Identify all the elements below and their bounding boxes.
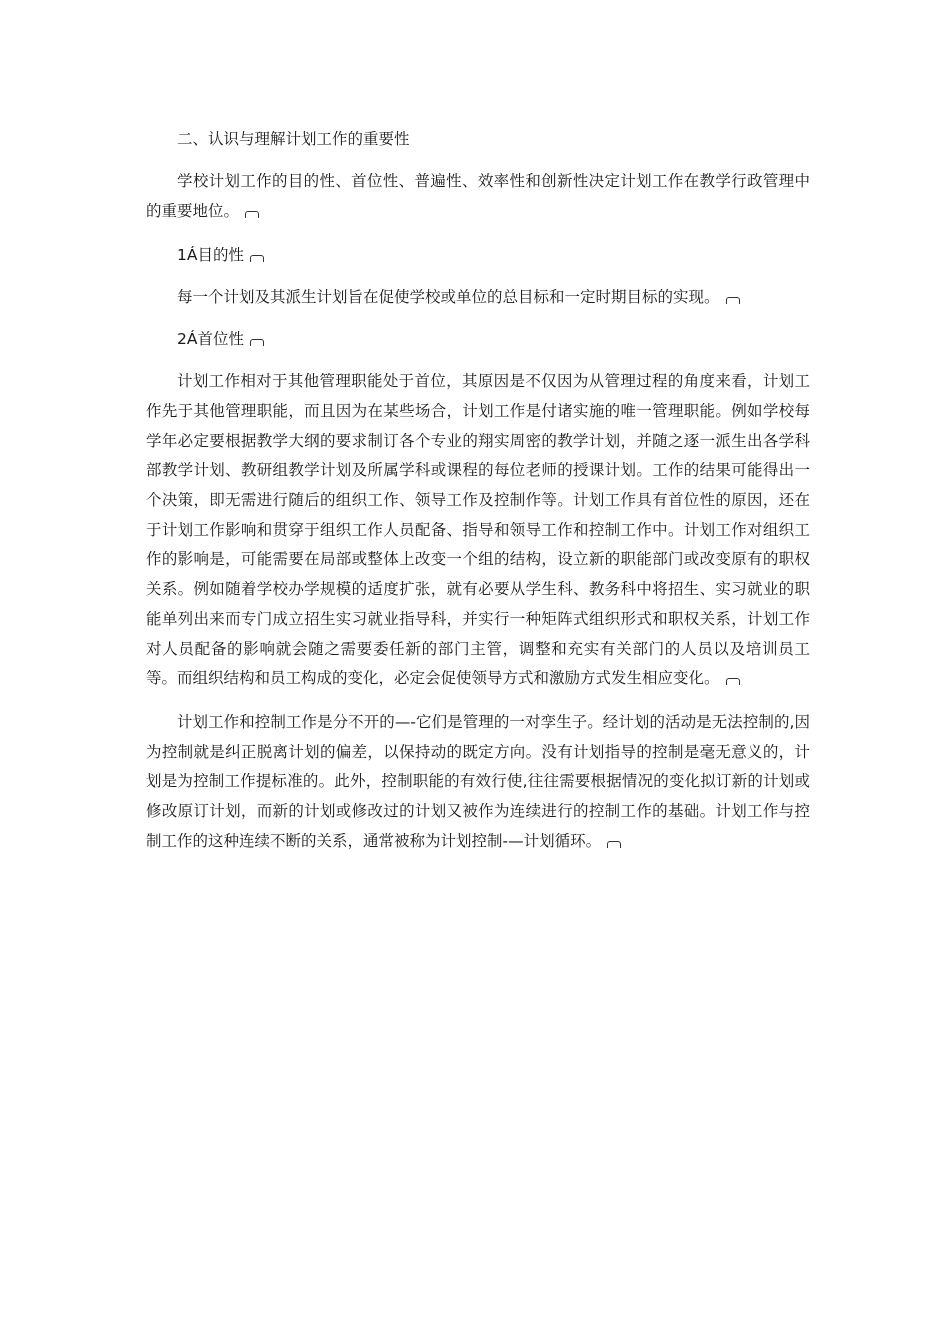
paragraph-mark-icon [726, 678, 740, 685]
item2-title [146, 325, 810, 355]
paragraph-mark-icon [607, 841, 621, 848]
paragraph-mark-icon [726, 297, 740, 304]
paragraph-mark-icon [250, 255, 264, 262]
section-heading [146, 125, 810, 155]
intro-paragraph [146, 167, 810, 226]
control-paragraph [146, 708, 810, 857]
item1-body-text: 每一个计划及其派生计划旨在促使学校或单位的总目标和一定时期目标的实现。 [177, 287, 720, 306]
intro-paragraph-text: 学校计划工作的目的性、首位性、普遍性、效率性和创新性决定计划工作在教学行政管理中的重要地位。 [146, 172, 810, 220]
item2-body-text: 计划工作相对于其他管理职能处于首位，其原因是不仅因为从管理过程的角度来看，计划工作先于其他管理职能，而且因为在某些场合，计划工作是付诸实施的唯一管理职能。例如学校每学年必定要根据教学大纲的要求制订各个专业的翔实周密的教学计划，并随之逐一派生出各学科部教学计划、教研组教学计划及所属学科或课程的每位老师的授课计划。工作的结果可能得出一个决策，即无需进行随后的组织工作、领导工作及控制作等。计划工作具有首位性的原因，还在于计划工作影响和贯穿于组织工作人员配备、指导和领导工作和控制工作中。计划工作对组织工作的影响是，可能需要在局部或整体上改变一个组的结构，设立新的职能部门或改变原有的职权关系。例如随着学校办学规模的适度扩张，就有必要从学生科、教务科中将招生、实习就业的职能单列出来而专门成立招生实习就业指导科，并实行一种矩阵式组织形式和职权关系，计划工作对人员配备的影响就会随之需要委任新的部门主管，调整和充实有关部门的人员以及培训员工等。而组织结构和员工构成的变化，必定会促使领导方式和激励方式发生相应变化。 [146, 372, 810, 688]
document-body [146, 125, 810, 870]
paragraph-mark-icon [250, 339, 264, 346]
control-paragraph-text: 计划工作和控制工作是分不开的—-它们是管理的一对孪生子。经计划的活动是无法控制的,因为控制就是纠正脱离计划的偏差，以保持动的既定方向。没有计划指导的控制是毫无意义的，计划是为控制工作提标准的。此外，控制职能的有效行使,往往需要根据情况的变化拟订新的计划或修改原订计划，而新的计划或修改过的计划又被作为连续进行的控制工作的基础。计划工作与控制工作的这种连续不断的关系，通常被称为计划控制-—计划循环。 [146, 712, 810, 850]
item2-body [146, 367, 810, 694]
item2-title-text: 2Á首位性 [177, 330, 244, 349]
section-heading-text: 二、认识与理解计划工作的重要性 [177, 130, 410, 148]
item1-title-text: 1Á目的性 [177, 245, 244, 264]
item1-body [146, 283, 810, 313]
paragraph-mark-icon [245, 211, 259, 218]
item1-title [146, 241, 810, 271]
